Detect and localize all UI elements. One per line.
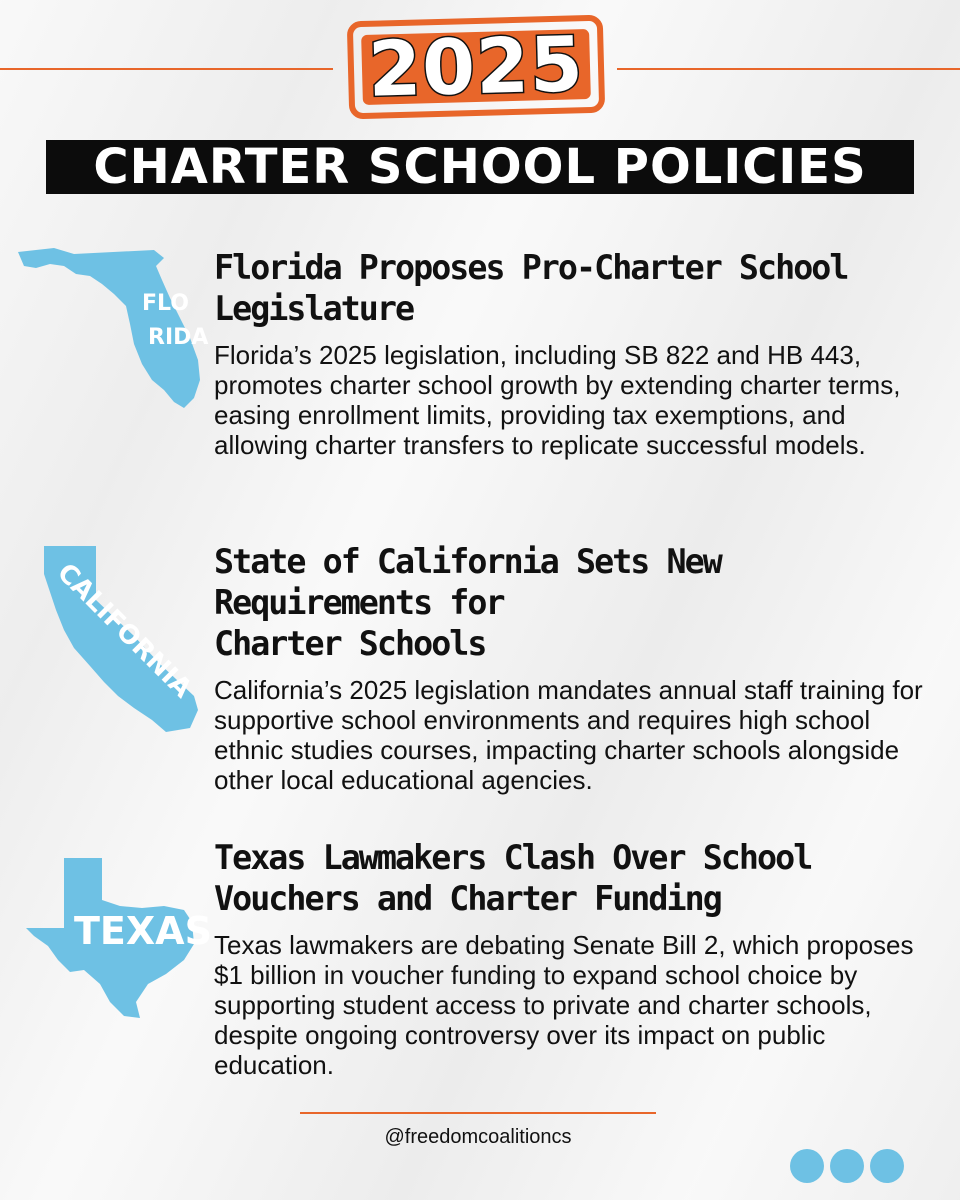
dot-icon: [790, 1149, 824, 1183]
florida-label-line1: FLO: [142, 291, 189, 316]
california-map-icon: [34, 540, 204, 736]
texas-map-icon: [24, 856, 212, 1022]
florida-map-icon: [14, 240, 209, 412]
california-label: CALIFORNIA: [51, 557, 198, 705]
texas-section: [214, 838, 934, 1080]
texas-body: Texas lawmakers are debating Senate Bill 2, which proposes $1 billion in voucher funding to expand school choice by supporting student access to private and charter schools, despite ongoing controversy over its impact on public education.: [214, 930, 914, 1080]
title-bar: [46, 140, 914, 194]
page-title: CHARTER SCHOOL POLICIES: [93, 139, 867, 195]
california-body: California’s 2025 legislation mandates annual staff training for supportive school environments and requires high school ethnic studies courses, impacting charter schools alongside other local educational agencies.: [214, 675, 923, 795]
year-text: 2025: [367, 19, 585, 114]
texas-label: TEXAS: [74, 909, 212, 953]
footer-rule: [300, 1112, 656, 1114]
california-heading-line2: Charter Schools: [214, 624, 486, 664]
texas-heading-line1: Texas Lawmakers Clash Over School: [214, 838, 812, 878]
year-stamp: [347, 15, 605, 120]
florida-label-line2: RIDA: [148, 325, 209, 350]
top-rule-right: [617, 68, 960, 70]
california-heading-line1: State of California Sets New Requirements for: [214, 542, 721, 623]
year-box: [361, 19, 591, 114]
texas-heading: [214, 838, 920, 920]
more-indicator[interactable]: [790, 1149, 904, 1183]
dot-icon: [830, 1149, 864, 1183]
florida-heading-line1: Florida Proposes Pro-Charter School: [214, 248, 848, 288]
texas-heading-line2: Vouchers and Charter Funding: [214, 879, 721, 919]
social-handle[interactable]: @freedomcoalitioncs: [384, 1126, 572, 1148]
dot-icon: [870, 1149, 904, 1183]
florida-section: [214, 248, 934, 460]
california-section: [214, 542, 934, 795]
florida-body: Florida’s 2025 legislation, including SB 822 and HB 443, promotes charter school growth by extending charter terms, easing enrollment limits, providing tax exemptions, and allowing charter transfers to replicate successful models.: [214, 340, 901, 460]
florida-heading: [214, 248, 920, 330]
top-rule-left: [0, 68, 333, 70]
florida-heading-line2: Legislature: [214, 289, 414, 329]
california-heading: [214, 542, 920, 665]
